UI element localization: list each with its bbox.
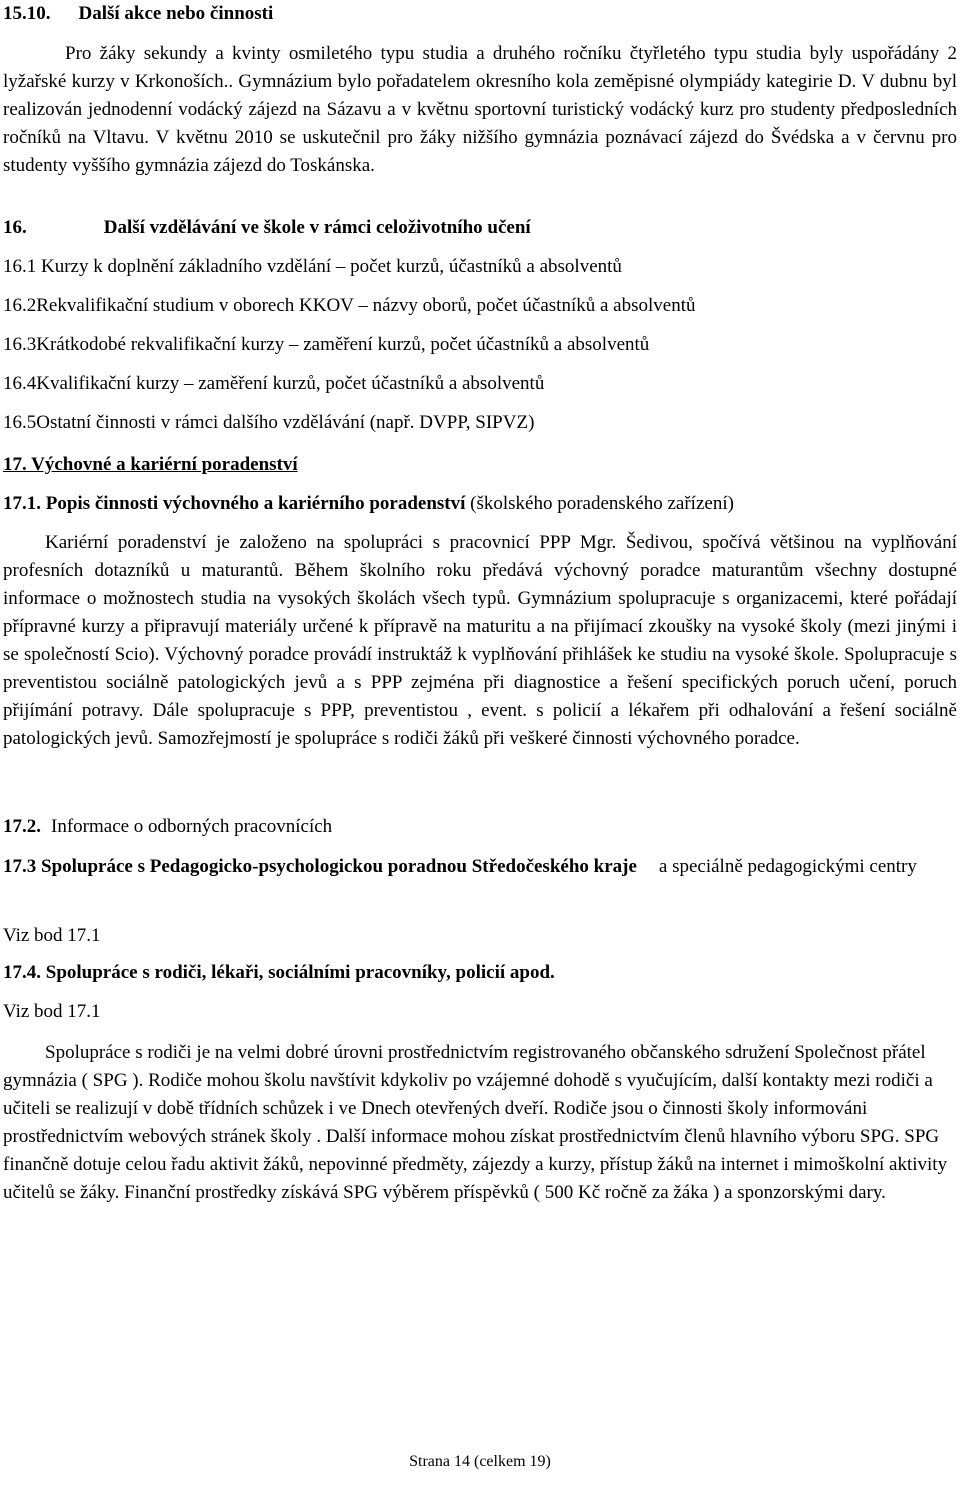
heading-normal: a speciálně pedagogickými centry: [658, 856, 917, 877]
reference-17-4: Viz bod 17.1: [3, 1001, 101, 1022]
heading-17-1: [3, 490, 734, 518]
paragraph-17-1: [3, 529, 957, 753]
paragraph-15-10: [3, 40, 957, 180]
paragraph-text: Kariérní poradenství je založeno na spolupráci s pracovnicí PPP Mgr. Šedivou, spočívá většinou na vyplňování profesních dotazníků u maturantů. Během školního roku předává výchovný poradce maturantům všechny dostupné informace o možnostech studia na vysokých školách všech typů. Gymnázium spolupracuje s organizacemi, které pořádají přípravné kurzy a připravují materiály určené k přípravě na maturitu a na přijímací zkoušky na vysoké školy (mezi jinými i se společností Scio). Výchovný poradce provádí instruktáž k vyplňování přihlášek ke studiu na vysoké škole. Spolupracuje s preventistou sociálně patologických jevů a s PPP zejména při diagnostice a řešení specifických poruch učení, poruch přijímání potravy. Dále spolupracuje s PPP, preventistou , event. s policií a lékařem při odhalování a řešení sociálně patologických jevů. Samozřejmostí je spolupráce s rodiči žáků při veškeré činnosti výchovného poradce.: [3, 532, 957, 749]
heading-17-2: [3, 813, 332, 841]
heading-15-10: [3, 0, 273, 28]
heading-17: 17. Výchovné a kariérní poradenství: [3, 454, 298, 475]
list-item-16-1: 16.1 Kurzy k doplnění základního vzdělání – počet kurzů, účastníků a absolventů: [3, 256, 622, 277]
list-item-16-4: 16.4Kvalifikační kurzy – zaměření kurzů, počet účastníků a absolventů: [3, 373, 545, 394]
heading-bold: 17.1. Popis činnosti výchovného a kariérního poradenství: [3, 493, 466, 514]
heading-17-4: 17.4. Spolupráce s rodiči, lékaři, sociálními pracovníky, policií apod.: [3, 962, 555, 983]
list-item-16-2: 16.2Rekvalifikační studium v oborech KKOV – názvy oborů, počet účastníků a absolventů: [3, 295, 696, 316]
heading-title: Informace o odborných pracovnících: [51, 816, 333, 837]
heading-17-3: [3, 853, 957, 881]
heading-normal: (školského poradenského zařízení): [465, 493, 734, 514]
heading-title: Další vzdělávání ve škole v rámci celoživotního učení: [103, 217, 531, 238]
list-item-16-5: 16.5Ostatní činnosti v rámci dalšího vzdělávání (např. DVPP, SIPVZ): [3, 412, 535, 433]
heading-number: 16.: [3, 217, 27, 238]
heading-number: 17.2.: [3, 816, 41, 837]
heading-number: 15.10.: [3, 3, 51, 24]
paragraph-text: Spolupráce s rodiči je na velmi dobré úrovni prostřednictvím registrovaného občanského sdružení Společnost přátel gymnázia ( SPG ). Rodiče mohou školu navštívit kdykoliv po vzájemné dohodě s vyučujícím, další kontakty mezi rodiči a učiteli se realizují v době třídních schůzek i ve Dnech otevřených dveří. Rodiče jsou o činnosti školy informováni prostřednictvím webových stránek školy . Další informace mohou získat prostřednictvím členů hlavního výboru SPG. SPG finančně dotuje celou řadu aktivit žáků, nepovinné předměty, zájezdy a kurzy, přístup žáků na internet i mimoškolní aktivity učitelů se žáky. Finanční prostředky získává SPG výběrem příspěvků ( 500 Kč ročně za žáka ) a sponzorskými dary.: [3, 1042, 948, 1203]
paragraph-text: Pro žáky sekundy a kvinty osmiletého typu studia a druhého ročníku čtyřletého typu studia byly uspořádány 2 lyžařské kurzy v Krkonoších.. Gymnázium bylo pořadatelem okresního kola zeměpisné olympiády kategirie D. V dubnu byl realizován jednodenní vodácký zájezd na Sázavu a v květnu sportovní turistický vodácký kurz pro studenty předposledních ročníků na Vltavu. V květnu 2010 se uskutečnil pro žáky nižšího gymnázia poznávací zájezd do Švédska a v červnu pro studenty vyššího gymnázia zájezd do Toskánska.: [3, 43, 957, 176]
heading-title: Další akce nebo činnosti: [78, 3, 274, 24]
page-footer: Strana 14 (celkem 19): [409, 1453, 551, 1470]
heading-16: [3, 214, 531, 242]
reference-17-3: Viz bod 17.1: [3, 925, 101, 946]
paragraph-17-4: [3, 1039, 953, 1207]
heading-bold: 17.3 Spolupráce s Pedagogicko-psychologickou poradnou Středočeského kraje: [3, 856, 637, 877]
list-item-16-3: 16.3Krátkodobé rekvalifikační kurzy – zaměření kurzů, počet účastníků a absolventů: [3, 334, 650, 355]
